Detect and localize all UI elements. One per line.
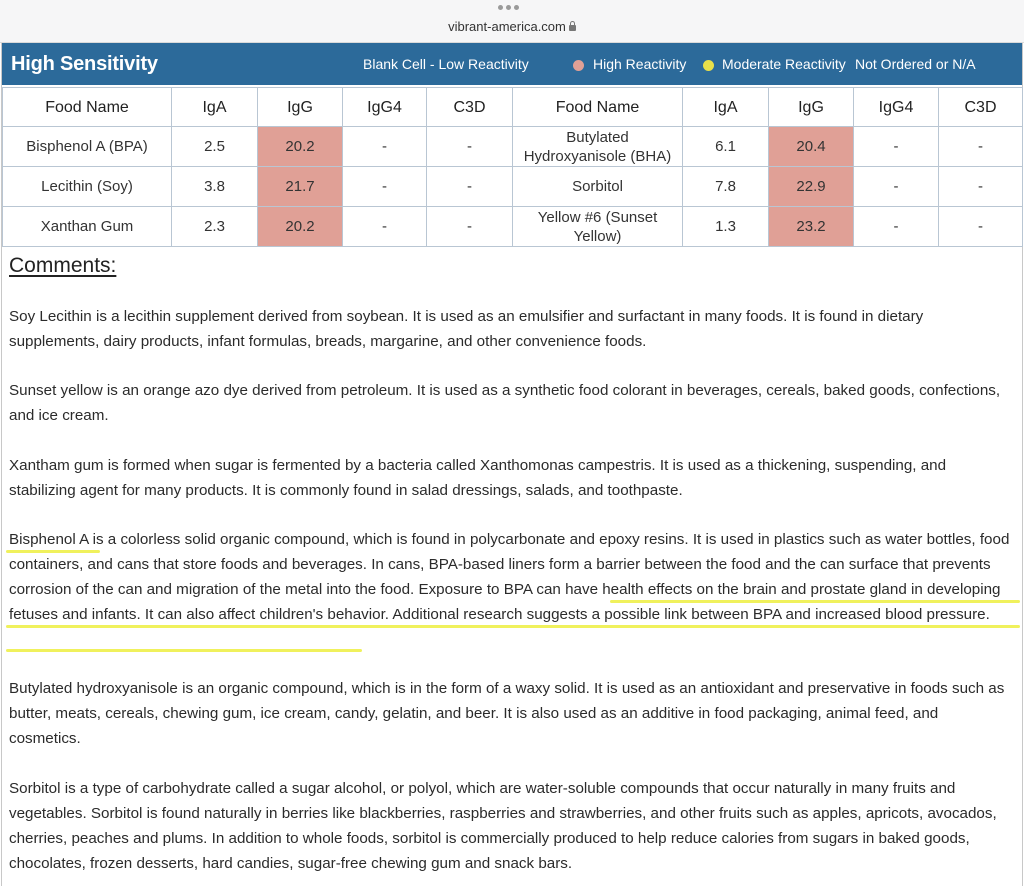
comment-paragraph: Butylated hydroxyanisole is an organic compound, which is in the form of a waxy solid. It is used as an antioxidant and preservative in foods such as butter, meats, cereals, chewing gum, ice cream, candy, gelatin, and beer. It is also used as an additive in food packaging, animal feed, and cosmetics. bbox=[9, 680, 1005, 747]
browser-top-bar bbox=[0, 0, 1024, 43]
igg4-cell: - bbox=[343, 127, 427, 167]
c3d-cell: - bbox=[427, 207, 513, 247]
col-header: Food Name bbox=[513, 88, 683, 127]
igg-high-cell: 20.2 bbox=[258, 127, 343, 167]
igg-high-cell: 21.7 bbox=[258, 167, 343, 207]
col-header: C3D bbox=[427, 88, 513, 127]
igg4-cell: - bbox=[343, 207, 427, 247]
col-header: IgA bbox=[172, 88, 258, 127]
iga-cell: 3.8 bbox=[172, 167, 258, 207]
section-title: High Sensitivity bbox=[11, 53, 158, 75]
c3d-cell: - bbox=[427, 127, 513, 167]
moderate-reactivity-dot-icon bbox=[703, 60, 714, 71]
iga-cell: 1.3 bbox=[683, 207, 769, 247]
more-dots-icon[interactable] bbox=[498, 5, 519, 10]
igg4-cell: - bbox=[854, 207, 939, 247]
table-row bbox=[3, 207, 1023, 247]
col-header: IgA bbox=[683, 88, 769, 127]
comment-paragraph: Soy Lecithin is a lecithin supplement derived from soybean. It is used as an emulsifier and surfactant in many foods. It is found in dietary supplements, dairy products, infant formulas, breads, margarine, and other convenience foods. bbox=[9, 308, 924, 350]
comment-paragraph: Sunset yellow is an orange azo dye derived from petroleum. It is used as a synthetic food colorant in beverages, cereals, baked goods, confections, and ice cream. bbox=[9, 382, 1001, 424]
col-header: IgG4 bbox=[854, 88, 939, 127]
c3d-cell: - bbox=[939, 167, 1023, 207]
c3d-cell: - bbox=[939, 127, 1023, 167]
igg-high-cell: 20.2 bbox=[258, 207, 343, 247]
legend-moderate: Moderate Reactivity bbox=[722, 56, 846, 72]
igg-high-cell: 22.9 bbox=[769, 167, 854, 207]
comment-paragraph: Bisphenol A is a colorless solid organic compound, which is found in polycarbonate and epoxy resins. It is used in plastics such as water bottles, food containers, and cans that store foods and beverages. In cans, BPA-based liners form a barrier between the food and the can surface that prevents corrosion of the can and migration of the metal into the food. Exposure to BPA can have health effects on the brain and prostate gland in developing fetuses and infants. It can also affect children's behavior. Additional research suggests a possible link between BPA and increased blood pressure. bbox=[9, 531, 1010, 623]
col-header: Food Name bbox=[3, 88, 172, 127]
c3d-cell: - bbox=[427, 167, 513, 207]
igg-high-cell: 20.4 bbox=[769, 127, 854, 167]
table-row bbox=[3, 127, 1023, 167]
col-header: C3D bbox=[939, 88, 1023, 127]
table-header-row bbox=[3, 88, 1023, 127]
url-text: vibrant-america.com bbox=[448, 19, 566, 34]
legend-na: Not Ordered or N/A bbox=[855, 56, 976, 72]
legend-low: Blank Cell - Low Reactivity bbox=[363, 56, 529, 72]
legend-high: High Reactivity bbox=[593, 56, 687, 72]
comment-paragraph: Sorbitol is a type of carbohydrate called a sugar alcohol, or polyol, which are water-soluble compounds that occur naturally in many fruits and vegetables. Sorbitol is found naturally in berries like blackberries, raspberries and strawberries, and other fruits such as apples, apricots, avocados, cherries, peaches and plums. In addition to whole foods, sorbitol is commercially produced to help reduce calories from sugars in baked goods, chocolates, frozen desserts, hard candies, sugar-free chewing gum and snack bars. bbox=[9, 780, 997, 872]
iga-cell: 2.3 bbox=[172, 207, 258, 247]
section-header bbox=[2, 43, 1022, 85]
comments-heading: Comments: bbox=[9, 254, 117, 277]
address-bar[interactable] bbox=[0, 19, 1024, 34]
food-name-cell: Yellow #6 (Sunset Yellow) bbox=[513, 207, 683, 247]
report-frame bbox=[1, 43, 1023, 886]
high-reactivity-dot-icon bbox=[573, 60, 584, 71]
iga-cell: 2.5 bbox=[172, 127, 258, 167]
iga-cell: 6.1 bbox=[683, 127, 769, 167]
col-header: IgG4 bbox=[343, 88, 427, 127]
results-table bbox=[2, 87, 1023, 247]
iga-cell: 7.8 bbox=[683, 167, 769, 207]
highlight-underline bbox=[6, 550, 100, 553]
igg-high-cell: 23.2 bbox=[769, 207, 854, 247]
comment-paragraph: Xantham gum is formed when sugar is fermented by a bacteria called Xanthomonas campestris. It is used as a thickening, suspending, and stabilizing agent for many products. It is commonly found in salad dressings, salads, and toothpaste. bbox=[9, 457, 947, 499]
table-row bbox=[3, 167, 1023, 207]
food-name-cell: Sorbitol bbox=[513, 167, 683, 207]
col-header: IgG bbox=[258, 88, 343, 127]
food-name-cell: Butylated Hydroxyanisole (BHA) bbox=[513, 127, 683, 167]
highlight-underline bbox=[6, 625, 1020, 628]
food-name-cell: Lecithin (Soy) bbox=[3, 167, 172, 207]
food-name-cell: Xanthan Gum bbox=[3, 207, 172, 247]
food-name-cell: Bisphenol A (BPA) bbox=[3, 127, 172, 167]
col-header: IgG bbox=[769, 88, 854, 127]
igg4-cell: - bbox=[854, 167, 939, 207]
igg4-cell: - bbox=[854, 127, 939, 167]
highlight-underline bbox=[6, 649, 362, 652]
lock-icon bbox=[569, 25, 576, 31]
highlight-underline bbox=[610, 600, 1020, 603]
igg4-cell: - bbox=[343, 167, 427, 207]
c3d-cell: - bbox=[939, 207, 1023, 247]
